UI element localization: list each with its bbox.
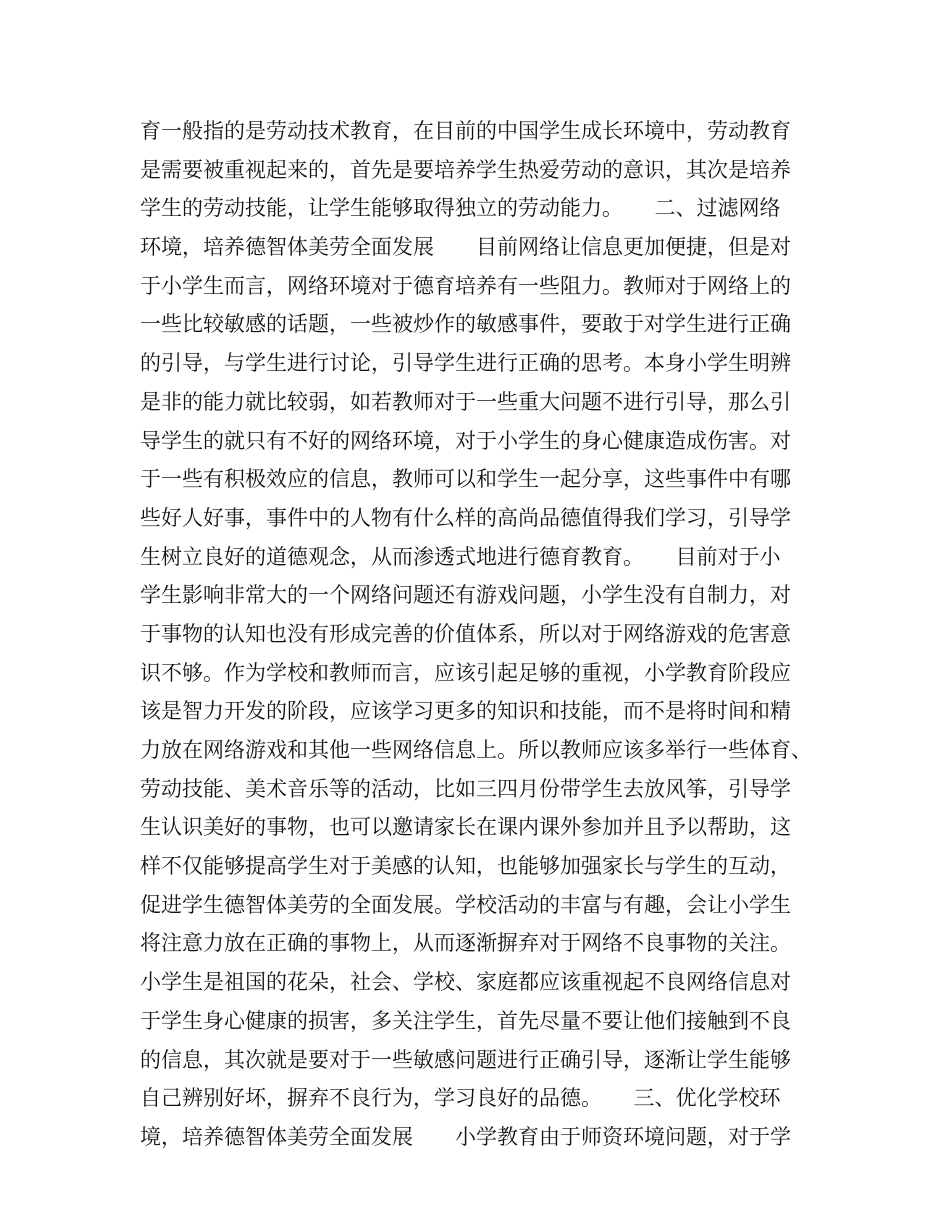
text-line: 些好人好事，事件中的人物有什么样的高尚品德值得我们学习，引导学 — [140, 505, 791, 530]
text-line: 于学生身心健康的损害，多关注学生，首先尽量不要让他们接触到不良 — [140, 1008, 791, 1033]
text-line: 生认识美好的事物，也可以邀请家长在课内课外参加并且予以帮助，这 — [140, 815, 791, 840]
text-line: 的信息，其次就是要对于一些敏感问题进行正确引导，逐渐让学生能够 — [140, 1047, 791, 1072]
text-line: 于小学生而言，网络环境对于德育培养有一些阻力。教师对于网络上的 — [140, 273, 791, 298]
text-line: 育一般指的是劳动技术教育，在目前的中国学生成长环境中，劳动教育 — [140, 119, 791, 143]
text-line: 生树立良好的道德观念，从而渗透式地进行德育教育。 目前对于小 — [140, 544, 781, 569]
text-line: 样不仅能够提高学生对于美感的认知，也能够加强家长与学生的互动， — [140, 854, 791, 879]
text-line: 识不够。作为学校和教师而言，应该引起足够的重视，小学教育阶段应 — [140, 660, 791, 685]
text-line: 境，培养德智体美劳全面发展 小学教育由于师资环境问题，对于学 — [140, 1124, 791, 1149]
text-line: 学生影响非常大的一个网络问题还有游戏问题，小学生没有自制力，对 — [140, 583, 791, 608]
text-line: 劳动技能、美术音乐等的活动，比如三四月份带学生去放风筝，引导学 — [140, 776, 791, 801]
text-line: 导学生的就只有不好的网络环境，对于小学生的身心健康造成伤害。对 — [140, 428, 791, 453]
text-line: 该是智力开发的阶段，应该学习更多的知识和技能，而不是将时间和精 — [140, 699, 791, 724]
text-line: 于一些有积极效应的信息，教师可以和学生一起分享，这些事件中有哪 — [140, 467, 791, 492]
text-line: 将注意力放在正确的事物上，从而逐渐摒弃对于网络不良事物的关注。 — [140, 931, 791, 956]
text-line: 自己辨别好坏，摒弃不良行为，学习良好的品德。 三、优化学校环 — [140, 1086, 781, 1111]
text-line: 是需要被重视起来的，首先是要培养学生热爱劳动的意识，其次是培养 — [140, 157, 791, 182]
text-line: 是非的能力就比较弱，如若教师对于一些重大问题不进行引导，那么引 — [140, 389, 791, 414]
text-line: 于事物的认知也没有形成完善的价值体系，所以对于网络游戏的危害意 — [140, 621, 791, 646]
text-line: 的引导，与学生进行讨论，引导学生进行正确的思考。本身小学生明辨 — [140, 351, 791, 376]
text-line: 促进学生德智体美劳的全面发展。学校活动的丰富与有趣，会让小学生 — [140, 892, 791, 917]
text-line: 力放在网络游戏和其他一些网络信息上。所以教师应该多举行一些体育、 — [140, 738, 812, 762]
text-line: 环境，培养德智体美劳全面发展 目前网络让信息更加便捷，但是对 — [140, 235, 791, 260]
text-line: 小学生是祖国的花朵，社会、学校、家庭都应该重视起不良网络信息对 — [140, 970, 791, 995]
text-line: 一些比较敏感的话题，一些被炒作的敏感事件，要敢于对学生进行正确 — [140, 312, 791, 337]
text-line: 学生的劳动技能，让学生能够取得独立的劳动能力。 二、过滤网络 — [140, 196, 781, 221]
body-text — [140, 112, 830, 1157]
